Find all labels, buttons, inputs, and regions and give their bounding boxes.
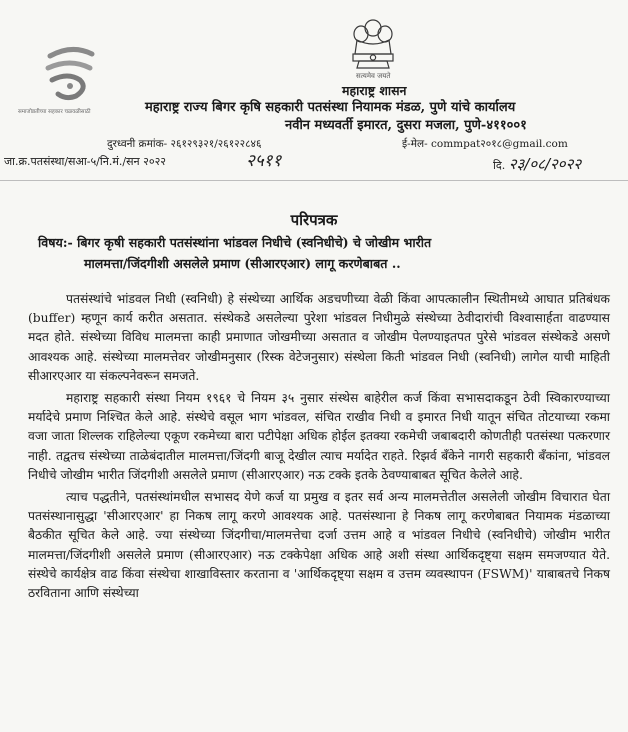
subject-line-2: मालमत्ता/जिंदगीशी असलेले प्रमाण (सीआरएआर) लागू करणेबाबत .. bbox=[84, 256, 401, 271]
date-value: २३/०८/२०२२ bbox=[508, 155, 582, 173]
office-name: महाराष्ट्र राज्य बिगर कृषि सहकारी पतसंस्था नियामक मंडळ, पुणे यांचे कार्यालय bbox=[145, 100, 516, 115]
government-label: महाराष्ट्र शासन bbox=[342, 83, 407, 98]
subject-line-1: विषय:- बिगर कृषी सहकारी पतसंस्थांना भांडवल निधीचे (स्वनिधीचे) चे जोखीम भारीत bbox=[38, 235, 432, 250]
emblem-motto: सत्यमेव जयते bbox=[356, 72, 391, 80]
office-address: नवीन मध्यवर्ती इमारत, दुसरा मजला, पुणे-४११००१ bbox=[285, 118, 527, 133]
circular-body bbox=[28, 290, 610, 603]
phone-number: दुरध्वनी क्रमांक- २६१२९३२१/२६१२२८४६ bbox=[107, 138, 262, 150]
email-address: ई-मेल- commpat२०१८@gmail.com bbox=[402, 138, 568, 150]
date-label: दि. bbox=[493, 159, 506, 172]
regulatory-board-logo-icon bbox=[40, 42, 102, 104]
paragraph-2: महाराष्ट्र सहकारी संस्था नियम १९६१ चे नियम ३५ नुसार संस्थेस बाहेरील कर्ज किंवा सभासदाकडून ठेवी स्विकारण्याच्या मर्यादेचे प्रमाण निश्चित केले आहे. संस्थेचे वसूल भाग भांडवल, संचित राखीव निधी व इमारत निधी यातून संचित तोटयाच्या रकमा वजा जाता शिल्लक राहिलेल्या एकूण रकमेच्या बारा पटीपेक्षा अधिक होईल इतक्या रकमेची जबाबदारी कोणतीही पतसंस्था पत्करणार नाही. तद्वतच संस्थेच्या ताळेबंदातील मालमत्ता/जिंदगी बाजू देखील त्याच मर्यादेत राहते. रिझर्व बँकेने नागरी सहकारी बँकांना, भांडवल निधीचे जोखीम भारीत जिंदगीशी असलेले प्रमाण (सीआरएआर) नऊ टक्के इतके ठेवण्याबाबत सूचित केलेले आहे. bbox=[28, 391, 610, 482]
reference-number: जा.क्र.पतसंस्था/सआ-५/नि.मं./सन २०२२ bbox=[4, 155, 167, 168]
subject-block bbox=[38, 232, 608, 274]
header-divider bbox=[0, 180, 628, 181]
handwritten-outward-number: २५११ bbox=[246, 151, 282, 171]
paragraph-1: पतसंस्थांचे भांडवल निधी (स्वनिधी) हे संस्थेच्या आर्थिक अडचणीच्या वेळी किंवा आपत्कालीन स्थितीमध्ये आघात प्रतिबंधक (buffer) म्हणून कार्य करीत असतात. संस्थेकडे असलेल्या पुरेशा भांडवल निधीमुळे संस्थेच्या ठेवीदारांची विश्वासार्हता वाढण्यास मदत होते. संस्थेच्या विविध मालमत्ता काही प्रमाणात जोखमीच्या असतात व जोखीम पेलण्याइतपत पुरेसे भांडवल संस्थेकडे असणे आवश्यक आहे. संस्थेच्या मालमत्तेवर जोखीमनुसार (रिस्क वेटेजनुसार) संस्थेला किती भांडवल निधी (स्वनिधी) लागेल याची माहिती सीआरएआर या संकल्पनेवरून समजते. bbox=[28, 292, 610, 383]
paragraph-3: त्याच पद्धतीने, पतसंस्थांमधील सभासद येणे कर्ज या प्रमुख व इतर सर्व अन्य मालमत्तेतील असलेली जोखीम विचारात घेता पतसंस्थानासुद्धा 'सीआरएआर' हा निकष लागू करणे आवश्यक आहे. पतसंस्थाना हे निकष लागू करणेबाबत नियामक मंडळाच्या बैठकीत सूचित केले आहे. ज्या संस्थेच्या जिंदगीचा/मालमत्तेचा दर्जा उत्तम आहे व भांडवल निधीचे (स्वनिधीचे) जोखीम भारीत मालमत्ता/जिंदगीशी असलेले प्रमाण (सीआरएआर) नऊ टक्केपेक्षा अधिक आहे अशी संस्था आर्थिकदृष्ट्या सक्षम समजण्यात येते. संस्थेचे कार्यक्षेत्र वाढ किंवा संस्थेचा शाखाविस्तार करताना व 'आर्थिकदृष्ट्या सक्षम व उत्तम व्यवस्थापन (FSWM)' याबाबतचे निकष ठरविताना आणि संस्थेच्या bbox=[28, 490, 610, 601]
state-emblem-icon bbox=[337, 14, 409, 78]
date-field bbox=[493, 154, 581, 174]
logo-caption: समाजोन्नतीच्या सहकार चळवळीसाठी bbox=[18, 109, 91, 115]
document-title: परिपत्रक bbox=[290, 211, 338, 229]
